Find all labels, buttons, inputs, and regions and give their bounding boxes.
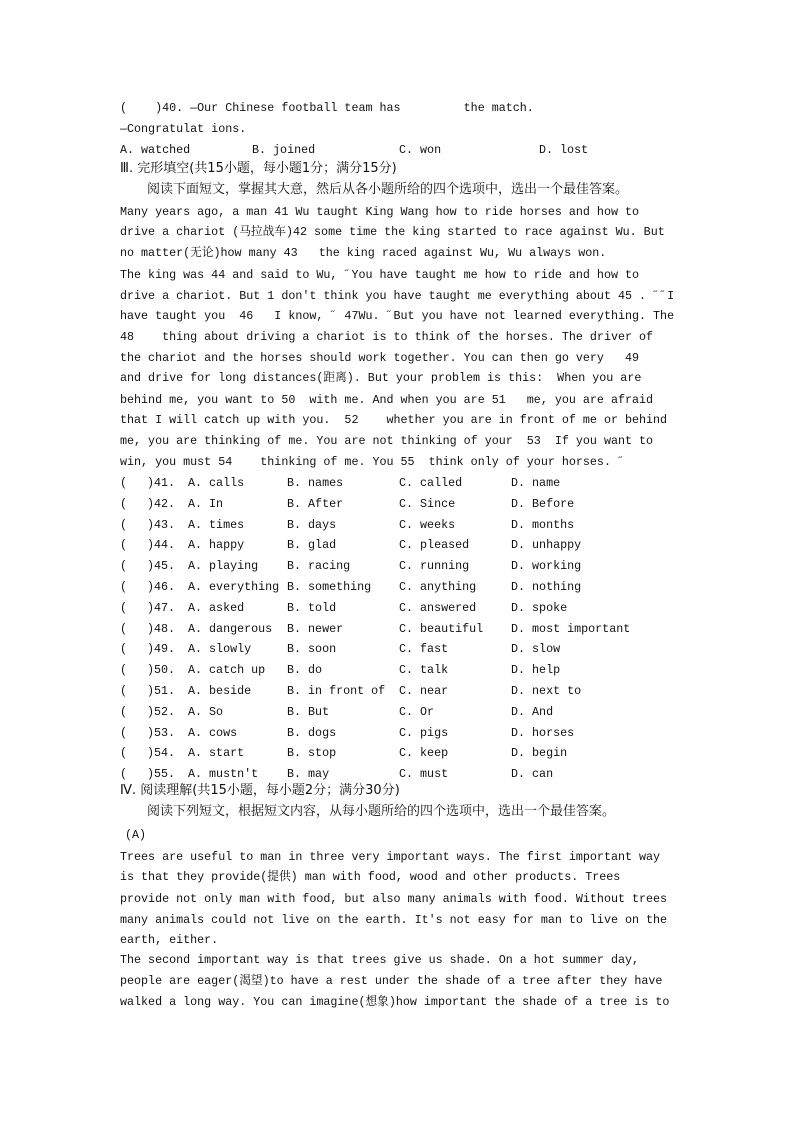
question-number: )55.: [147, 767, 176, 782]
answer-bracket: (: [120, 517, 128, 532]
option-d: D. months: [511, 517, 575, 532]
option-c: C. fast: [399, 642, 449, 657]
passage-line: the chariot and the horses should work together. You can then go very 49: [120, 351, 640, 365]
answer-bracket: (: [120, 476, 128, 490]
option-b: B. But: [287, 704, 330, 719]
passage-line: drive a chariot (马拉战车)42 some time the king started to race against Wu. But: [120, 225, 665, 239]
passage-line: is that they provide(提供) man with food, wood and other products. Trees: [120, 870, 621, 884]
option-b: B. told: [287, 600, 337, 615]
option-d: D. begin: [511, 746, 568, 761]
option-a: A. happy: [188, 538, 245, 553]
question-number: )54.: [147, 746, 176, 761]
option-c: C. answered: [399, 600, 477, 615]
option-c: C. weeks: [399, 517, 456, 532]
option-d: D. nothing: [511, 580, 582, 594]
option-a: A. mustn't: [188, 767, 259, 782]
passage-line: many animals could not live on the earth. It's not easy for man to live on the: [120, 913, 668, 927]
answer-bracket: (: [120, 642, 128, 657]
option-b: B. may: [287, 767, 330, 782]
option-c: C. keep: [399, 746, 449, 761]
option-d: D. help: [511, 663, 561, 678]
option-a: A. start: [188, 746, 245, 761]
passage-line: that I will catch up with you. 52 whether you are in front of me or behind: [120, 413, 668, 427]
question-number: )46.: [147, 580, 176, 594]
answer-bracket: (: [120, 496, 128, 511]
option-d: D. Before: [511, 496, 575, 511]
passage-line: Trees are useful to man in three very important ways. The first important way: [120, 850, 661, 864]
option-b: B. do: [287, 663, 323, 678]
passage-line: have taught you 46 I know, ˝ 47Wu. ˝But you have not learned everything. The: [120, 309, 675, 323]
option-a: A. cows: [188, 725, 238, 740]
option-c: C. anything: [399, 580, 477, 594]
question-number: )42.: [147, 496, 176, 511]
answer-bracket: (: [120, 621, 128, 636]
question-number: )50.: [147, 663, 176, 678]
option-d: D. And: [511, 704, 554, 719]
option-c: C. called: [399, 476, 463, 490]
option-a: A. watched: [120, 143, 191, 157]
section-3-heading: Ⅲ. 完形填空(共15小题，每小题1分；满分15分): [120, 161, 397, 176]
option-b: B. dogs: [287, 725, 337, 740]
option-a: A. playing: [188, 559, 259, 574]
section-4-heading: Ⅳ. 阅读理解(共15小题，每小题2分；满分30分): [120, 783, 400, 798]
option-c: C. Since: [399, 496, 456, 511]
passage-line: no matter(无论)how many 43 the king raced against Wu, Wu always won.: [120, 246, 607, 260]
section-4-instruction: 阅读下列短文，根据短文内容，从每小题所给的四个选项中，选出一个最佳答案。: [147, 804, 616, 819]
answer-bracket: (: [120, 704, 128, 719]
passage-line: 48 thing about driving a chariot is to think of the horses. The driver of: [120, 330, 654, 344]
question-40: ( )40. —Our Chinese football team has the match.: [120, 101, 534, 115]
question-number: )51.: [147, 684, 176, 698]
question-number: )41.: [147, 476, 176, 490]
question-number: )44.: [147, 538, 176, 553]
option-c: C. talk: [399, 663, 449, 678]
question-40-reply: —Congratulat ions.: [120, 122, 247, 136]
question-number: )48.: [147, 621, 176, 636]
option-a: A. everything: [188, 580, 280, 594]
option-a: A. In: [188, 496, 224, 511]
passage-line: Many years ago, a man 41 Wu taught King Wang how to ride horses and how to: [120, 205, 640, 219]
option-b: B. joined: [252, 143, 316, 157]
option-a: A. dangerous: [188, 621, 273, 636]
option-d: D. working: [511, 559, 582, 574]
answer-bracket: (: [120, 767, 128, 782]
option-d: D. slow: [511, 642, 561, 657]
question-number: )47.: [147, 600, 176, 615]
passage-line: provide not only man with food, but also many animals with food. Without trees: [120, 892, 668, 906]
passage-line: and drive for long distances(距离). But your problem is this: When you are: [120, 371, 642, 385]
passage-line: The second important way is that trees give us shade. On a hot summer day,: [120, 953, 640, 967]
answer-bracket: (: [120, 684, 128, 698]
option-b: B. names: [287, 476, 344, 490]
answer-bracket: (: [120, 538, 128, 553]
option-b: B. After: [287, 496, 344, 511]
passage-line: me, you are thinking of me. You are not thinking of your 53 If you want to: [120, 434, 654, 448]
option-a: A. slowly: [188, 642, 252, 657]
question-number: )43.: [147, 517, 176, 532]
passage-line: win, you must 54 thinking of me. You 55 think only of your horses. ˝: [120, 455, 625, 469]
option-d: D. spoke: [511, 600, 568, 615]
option-b: B. stop: [287, 746, 337, 761]
option-b: B. newer: [287, 621, 344, 636]
option-c: C. pigs: [399, 725, 449, 740]
answer-bracket: (: [120, 580, 128, 594]
option-a: A. times: [188, 517, 245, 532]
option-c: C. near: [399, 684, 449, 698]
option-c: C. running: [399, 559, 470, 574]
option-b: B. glad: [287, 538, 337, 553]
answer-bracket: (: [120, 559, 128, 574]
passage-line: The king was 44 and said to Wu, ˝You have taught me how to ride and how to: [120, 268, 640, 282]
option-b: B. racing: [287, 559, 351, 574]
option-c: C. beautiful: [399, 621, 484, 636]
option-c: C. must: [399, 767, 449, 782]
option-d: D. unhappy: [511, 538, 582, 553]
option-b: B. something: [287, 580, 372, 594]
question-number: )49.: [147, 642, 176, 657]
option-d: D. name: [511, 476, 561, 490]
option-c: C. pleased: [399, 538, 470, 553]
option-a: A. catch up: [188, 663, 266, 678]
passage-line: earth, either.: [120, 933, 219, 947]
option-b: B. days: [287, 517, 337, 532]
option-d: D. next to: [511, 684, 582, 698]
answer-bracket: (: [120, 725, 128, 740]
option-b: B. in front of: [287, 684, 386, 698]
option-a: A. So: [188, 704, 224, 719]
passage-label: (A): [125, 828, 147, 842]
answer-bracket: (: [120, 600, 128, 615]
option-d: D. lost: [539, 143, 589, 157]
option-d: D. most important: [511, 621, 631, 636]
passage-line: drive a chariot. But 1 don't think you have taught me everything about 45 . ˝˝I: [120, 289, 675, 303]
passage-line: behind me, you want to 50 with me. And when you are 51 me, you are afraid: [120, 393, 654, 407]
option-a: A. beside: [188, 684, 252, 698]
answer-bracket: (: [120, 746, 128, 761]
option-a: A. asked: [188, 600, 245, 615]
option-c: C. won: [399, 143, 442, 157]
answer-bracket: (: [120, 663, 128, 678]
question-number: )45.: [147, 559, 176, 574]
option-d: D. horses: [511, 725, 575, 740]
option-c: C. Or: [399, 704, 435, 719]
section-3-instruction: 阅读下面短文，掌握其大意，然后从各小题所给的四个选项中，选出一个最佳答案。: [147, 182, 629, 197]
option-d: D. can: [511, 767, 554, 782]
question-number: )53.: [147, 725, 176, 740]
passage-line: walked a long way. You can imagine(想象)how important the shade of a tree is to: [120, 995, 670, 1009]
passage-line: people are eager(渴望)to have a rest under the shade of a tree after they have: [120, 974, 663, 988]
option-b: B. soon: [287, 642, 337, 657]
question-number: )52.: [147, 704, 176, 719]
option-a: A. calls: [188, 476, 245, 490]
